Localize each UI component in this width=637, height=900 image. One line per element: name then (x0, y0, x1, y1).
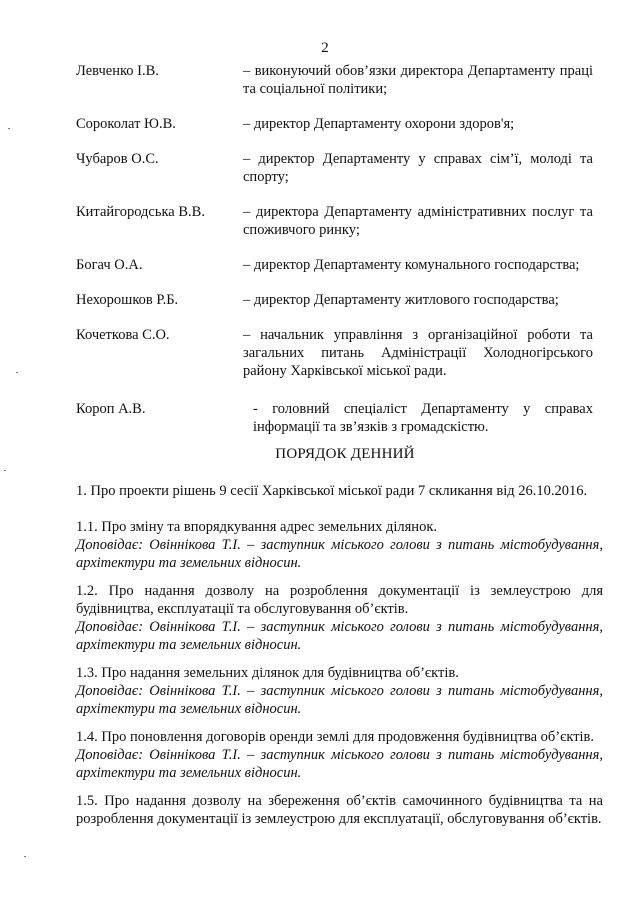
attendee-row (76, 115, 596, 133)
attendee-role: – директор Департаменту охорони здоров'я; (243, 116, 515, 132)
agenda (76, 482, 603, 838)
attendee-role: – директор Департаменту у справах сім’ї, молоді та спорту; (243, 151, 593, 185)
agenda-item-reporter: Доповідає: Овіннікова Т.І. – заступник міського голови з питань містобудування, архітектури та земельних відносин. (76, 683, 603, 717)
agenda-item (76, 792, 603, 828)
agenda-item (76, 518, 603, 572)
attendee-row (76, 62, 596, 98)
attendee-role: – директор Департаменту комунального господарства; (243, 257, 580, 273)
attendees-list (76, 62, 596, 453)
agenda-item (76, 728, 603, 782)
agenda-item-reporter: Доповідає: Овіннікова Т.І. – заступник міського голови з питань містобудування, архітектури та земельних відносин. (76, 537, 603, 571)
attendee-row (76, 150, 596, 186)
attendee-name: Чубаров О.С. (76, 151, 159, 167)
attendee-name: Левченко І.В. (76, 63, 159, 79)
attendee-role: – директор Департаменту житлового господарства; (243, 292, 559, 308)
agenda-main-item: 1. Про проекти рішень 9 сесії Харківської міської ради 7 скликання від 26.10.2016. (76, 483, 588, 499)
attendee-row (76, 400, 596, 436)
attendee-name: Богач О.А. (76, 257, 143, 273)
agenda-title: ПОРЯДОК ДЕННИЙ (275, 446, 415, 462)
attendee-name: Короп А.В. (76, 401, 146, 417)
attendee-name: Китайгородська В.В. (76, 204, 205, 220)
agenda-item-title: 1.1. Про зміну та впорядкування адрес земельних ділянок. (76, 519, 437, 535)
attendee-row (76, 291, 596, 309)
agenda-item-reporter: Доповідає: Овіннікова Т.І. – заступник міського голови з питань містобудування, архітектури та земельних відносин. (76, 747, 603, 781)
attendee-row (76, 203, 596, 239)
attendee-role: – начальник управління з організаційної роботи та загальних питань Адміністрації Холодногірського району Харківської міської ради. (243, 327, 593, 379)
agenda-item-reporter: Доповідає: Овіннікова Т.І. – заступник міського голови з питань містобудування, архітектури та земельних відносин. (76, 619, 603, 653)
attendee-name: Нехорошков Р.Б. (76, 292, 179, 308)
agenda-item-title: 1.2. Про надання дозволу на розроблення документації із землеустрою для будівництва, експлуатації та обслуговування об’єктів. (76, 583, 603, 617)
attendee-row (76, 256, 596, 274)
attendee-role: - головний спеціаліст Департаменту у справах інформації та зв’язків з громадскістю. (253, 401, 593, 435)
attendee-role: – виконуючий обов’язки директора Департаменту праці та соціальної політики; (243, 63, 593, 97)
agenda-item-title: 1.4. Про поновлення договорів оренди землі для продовження будівництва об’єктів. (76, 729, 595, 745)
scan-mark (24, 856, 26, 857)
agenda-item (76, 664, 603, 718)
scan-mark (4, 470, 6, 471)
attendee-name: Сороколат Ю.В. (76, 116, 176, 132)
agenda-item-title: 1.3. Про надання земельних ділянок для будівництва об’єктів. (76, 665, 459, 681)
scan-mark (16, 372, 18, 373)
scan-mark (8, 128, 10, 129)
page-number: 2 (321, 40, 329, 56)
attendee-name: Кочеткова С.О. (76, 327, 170, 343)
attendee-role: – директора Департаменту адміністративних послуг та споживчого ринку; (243, 204, 593, 238)
attendee-row (76, 326, 596, 380)
agenda-item (76, 582, 603, 654)
agenda-item-title: 1.5. Про надання дозволу на збереження об’єктів самочинного будівництва та на розроблення документації із землеустрою для експлуатації, обслуговування об’єктів. (76, 793, 603, 827)
